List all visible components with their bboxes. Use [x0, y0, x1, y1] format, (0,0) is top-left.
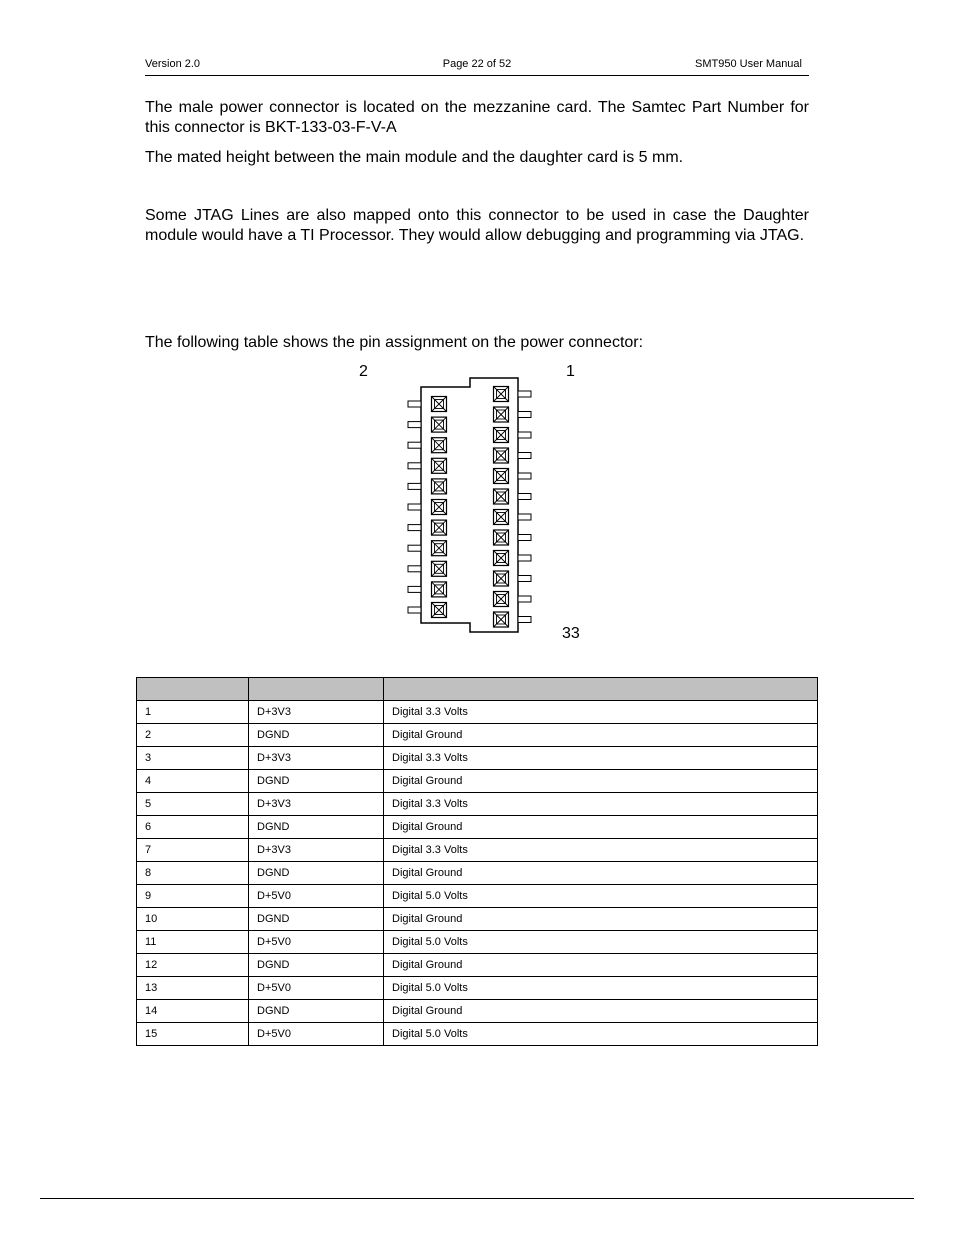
cell-signal: DGND: [249, 908, 384, 931]
cell-description: Digital Ground: [384, 1000, 818, 1023]
table-row: [137, 701, 818, 724]
footer-rule: [40, 1198, 914, 1199]
pin-assignment-table: [136, 677, 818, 1046]
paragraph-jtag: Some JTAG Lines are also mapped onto this connector to be used in case the Daughter module would have a TI Processor. They would allow debugging and programming via JTAG.: [145, 207, 809, 244]
cell-pin: 13: [137, 977, 249, 1000]
cell-pin: 12: [137, 954, 249, 977]
cell-signal: D+5V0: [249, 1023, 384, 1046]
cell-pin: 5: [137, 793, 249, 816]
cell-signal: D+3V3: [249, 701, 384, 724]
cell-description: Digital Ground: [384, 816, 818, 839]
cell-description: Digital Ground: [384, 724, 818, 747]
cell-description: Digital Ground: [384, 770, 818, 793]
page-header: [145, 57, 809, 76]
header-page-number: Page 22 of 52: [442, 58, 512, 70]
cell-signal: DGND: [249, 862, 384, 885]
diagram-label-pin-1: 1: [566, 363, 575, 380]
cell-description: Digital 5.0 Volts: [384, 1023, 818, 1046]
cell-signal: D+3V3: [249, 747, 384, 770]
cell-description: Digital 5.0 Volts: [384, 977, 818, 1000]
cell-description: Digital 3.3 Volts: [384, 793, 818, 816]
cell-pin: 6: [137, 816, 249, 839]
paragraph-table-intro: The following table shows the pin assignment on the power connector:: [145, 334, 644, 351]
cell-description: Digital Ground: [384, 908, 818, 931]
cell-pin: 10: [137, 908, 249, 931]
cell-signal: DGND: [249, 816, 384, 839]
table-row: [137, 954, 818, 977]
table-row: [137, 1023, 818, 1046]
cell-signal: D+5V0: [249, 977, 384, 1000]
diagram-label-pin-2: 2: [359, 363, 368, 380]
table-row: [137, 816, 818, 839]
table-row: [137, 724, 818, 747]
cell-description: Digital 3.3 Volts: [384, 839, 818, 862]
table-row: [137, 793, 818, 816]
cell-signal: D+5V0: [249, 931, 384, 954]
cell-pin: 1: [137, 701, 249, 724]
cell-description: Digital 5.0 Volts: [384, 885, 818, 908]
cell-description: Digital 3.3 Volts: [384, 747, 818, 770]
cell-pin: 2: [137, 724, 249, 747]
diagram-label-pin-33: 33: [562, 625, 580, 642]
cell-signal: DGND: [249, 1000, 384, 1023]
table-row: [137, 1000, 818, 1023]
connector-diagram: [400, 370, 550, 640]
cell-signal: DGND: [249, 724, 384, 747]
cell-signal: DGND: [249, 954, 384, 977]
cell-pin: 8: [137, 862, 249, 885]
table-row: [137, 770, 818, 793]
table-row: [137, 747, 818, 770]
cell-description: Digital Ground: [384, 862, 818, 885]
column-header-pin: [137, 678, 249, 701]
header-manual-title: SMT950 User Manual: [695, 58, 802, 70]
column-header-description: [384, 678, 818, 701]
cell-pin: 9: [137, 885, 249, 908]
cell-pin: 3: [137, 747, 249, 770]
cell-pin: 15: [137, 1023, 249, 1046]
table-row: [137, 931, 818, 954]
table-row: [137, 977, 818, 1000]
paragraph-connector-part: The male power connector is located on the mezzanine card. The Samtec Part Number for this connector is BKT-133-03-F-V-A: [145, 99, 809, 136]
cell-description: Digital Ground: [384, 954, 818, 977]
cell-pin: 14: [137, 1000, 249, 1023]
paragraph-mated-height: The mated height between the main module and the daughter card is 5 mm.: [145, 149, 684, 166]
column-header-signal: [249, 678, 384, 701]
cell-signal: D+5V0: [249, 885, 384, 908]
cell-pin: 7: [137, 839, 249, 862]
table-row: [137, 862, 818, 885]
cell-pin: 4: [137, 770, 249, 793]
table-row: [137, 839, 818, 862]
header-version: Version 2.0: [145, 58, 201, 70]
cell-description: Digital 5.0 Volts: [384, 931, 818, 954]
table-row: [137, 908, 818, 931]
table-row: [137, 885, 818, 908]
table-header-row: [137, 678, 818, 701]
cell-signal: D+3V3: [249, 793, 384, 816]
cell-signal: D+3V3: [249, 839, 384, 862]
cell-signal: DGND: [249, 770, 384, 793]
cell-description: Digital 3.3 Volts: [384, 701, 818, 724]
cell-pin: 11: [137, 931, 249, 954]
